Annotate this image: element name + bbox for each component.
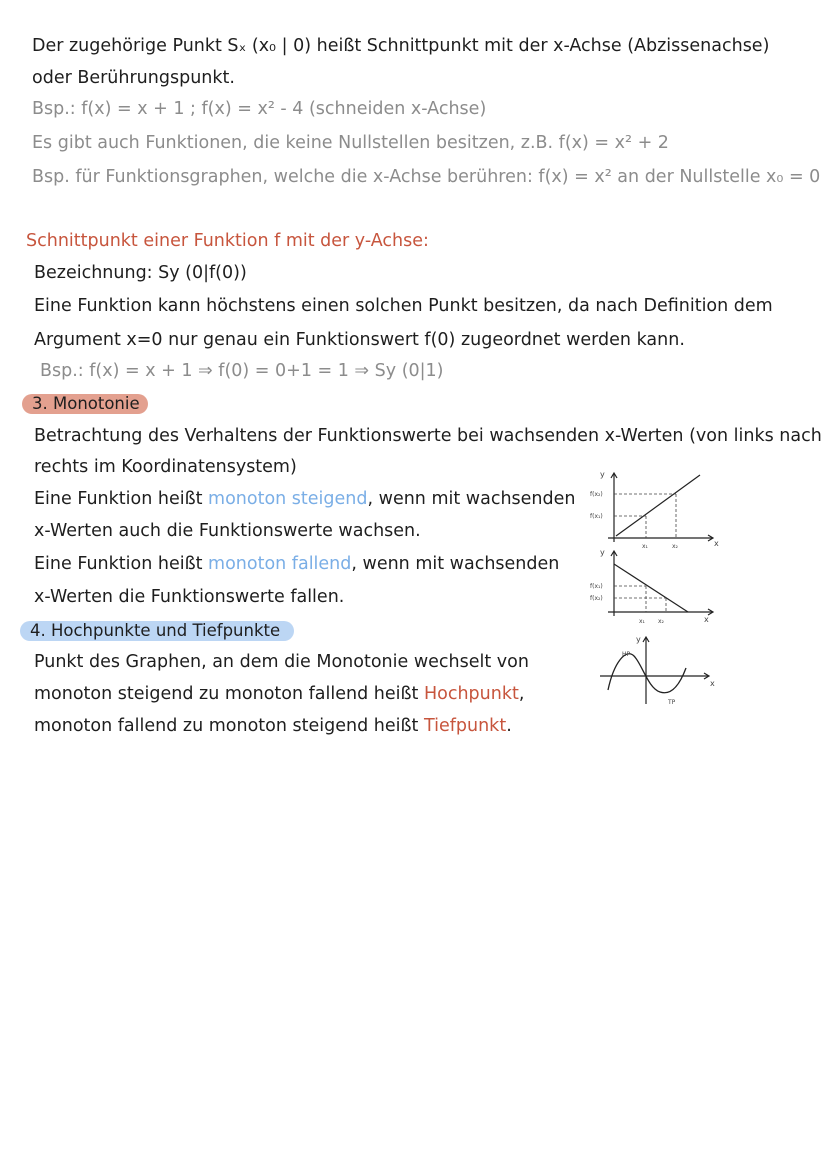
axis-label-x: x	[704, 615, 709, 624]
tick-label: x₁	[639, 618, 645, 625]
term-monoton-fallend: monoton fallend	[208, 554, 352, 574]
text-segment: monoton fallend zu monoton steigend heißt	[34, 716, 424, 736]
text-line: x-Werten auch die Funktionswerte wachsen.	[34, 521, 421, 541]
text-line	[34, 487, 575, 511]
section-heading-hochpunkte: 4. Hochpunkte und Tiefpunkte	[30, 621, 281, 640]
text-line: x-Werten die Funktionswerte fallen.	[34, 587, 345, 607]
axis-label-x: x	[714, 539, 719, 548]
text-line: oder Berührungspunkt.	[32, 68, 235, 88]
text-line: Eine Funktion kann höchstens einen solchen Punkt besitzen, da nach Definition dem	[34, 296, 773, 316]
label-tp: TP	[668, 699, 676, 706]
graph-extrema	[596, 632, 726, 712]
axis-label-y: y	[600, 470, 605, 479]
text-segment: , wenn mit wachsenden	[351, 554, 560, 574]
text-line: Punkt des Graphen, an dem die Monotonie wechselt von	[34, 652, 529, 672]
text-line: Argument x=0 nur genau ein Funktionswert f(0) zugeordnet werden kann.	[34, 330, 685, 350]
text-line	[34, 682, 524, 706]
text-line: Betrachtung des Verhaltens der Funktionswerte bei wachsenden x-Werten (von links nach	[34, 426, 822, 446]
graph-rising	[584, 468, 724, 550]
tick-label: x₂	[658, 618, 664, 625]
axis-label-y: y	[636, 635, 641, 644]
graph-falling	[584, 546, 724, 628]
text-line	[34, 552, 559, 576]
example-line: Bsp.: f(x) = x + 1 ⇒ f(0) = 0+1 = 1 ⇒ Sy (0|1)	[40, 361, 444, 381]
axis-label-x: x	[710, 679, 715, 688]
text-segment: , wenn mit wachsenden	[367, 489, 576, 509]
text-line: rechts im Koordinatensystem)	[34, 457, 297, 477]
falling-line	[614, 564, 688, 612]
tick-label: x₂	[672, 543, 678, 550]
text-line	[34, 714, 512, 738]
tick-label: f(x₂)	[590, 595, 603, 602]
label-hp: HP	[622, 651, 631, 658]
example-line: Bsp. für Funktionsgraphen, welche die x-Achse berühren: f(x) = x² an der Nullstelle x₀ = 0	[32, 167, 821, 187]
example-line: Bsp.: f(x) = x + 1 ; f(x) = x² - 4 (schneiden x-Achse)	[32, 99, 487, 119]
axis-label-y: y	[600, 548, 605, 557]
text-segment: ,	[518, 684, 525, 704]
term-tiefpunkt: Tiefpunkt	[423, 716, 507, 736]
tick-label: f(x₁)	[590, 513, 603, 520]
text-segment: .	[506, 716, 512, 736]
curve	[608, 654, 686, 693]
tick-label: f(x₁)	[590, 583, 603, 590]
tick-label: x₁	[642, 543, 648, 550]
rising-line	[616, 475, 700, 536]
text-line: Der zugehörige Punkt Sₓ (x₀ | 0) heißt Schnittpunkt mit der x-Achse (Abzissenachse)	[32, 36, 770, 56]
text-segment: monoton steigend zu monoton fallend heißt	[34, 684, 424, 704]
text-segment: Eine Funktion heißt	[34, 489, 209, 509]
example-line: Es gibt auch Funktionen, die keine Nullstellen besitzen, z.B. f(x) = x² + 2	[32, 133, 669, 153]
text-segment: Eine Funktion heißt	[34, 554, 209, 574]
section-heading-monotonie: 3. Monotonie	[32, 394, 140, 413]
section-heading-y-axis: Schnittpunkt einer Funktion f mit der y-Achse:	[26, 231, 429, 251]
text-line: Bezeichnung: Sy (0|f(0))	[34, 263, 247, 283]
tick-label: f(x₂)	[590, 491, 603, 498]
term-monoton-steigend: monoton steigend	[208, 489, 368, 509]
term-hochpunkt: Hochpunkt	[423, 684, 519, 704]
